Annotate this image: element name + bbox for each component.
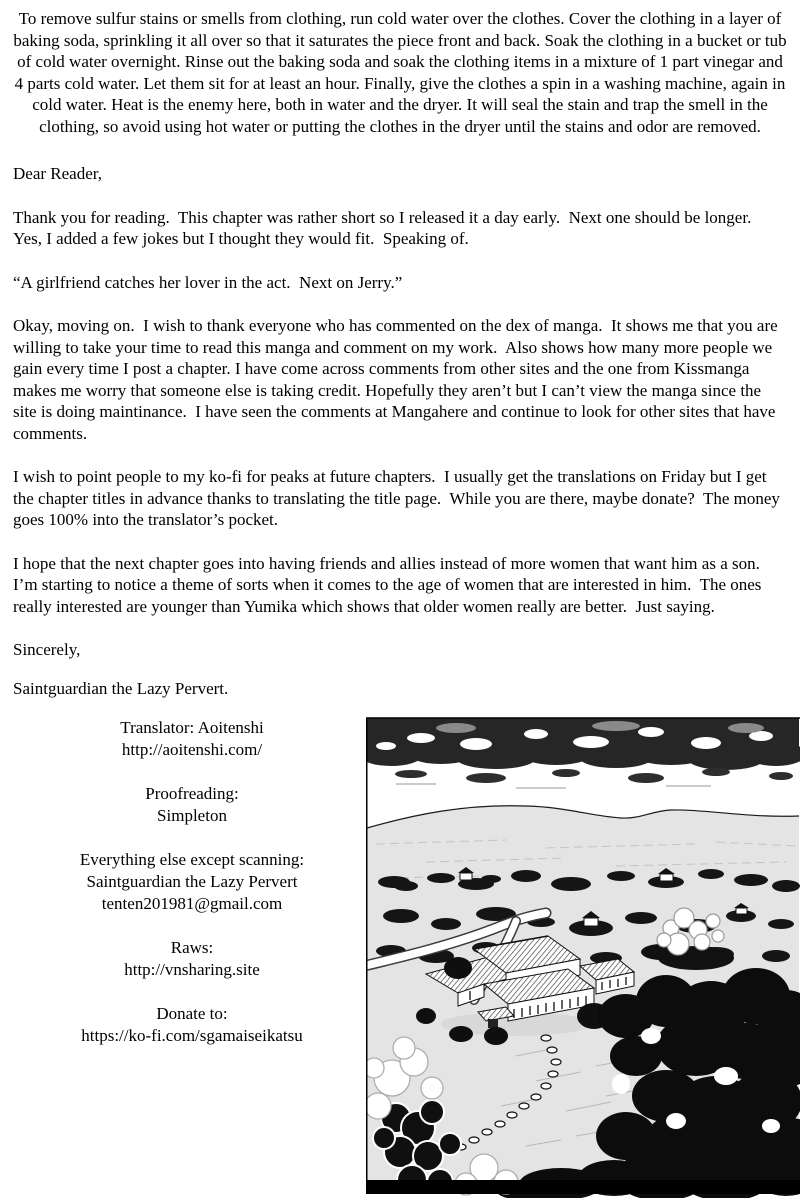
paragraph-thanks: Thank you for reading. This chapter was rather short so I released it a day early. Next one should be longer. Yes, I added a few jokes but I thought they would fit. Speaking of.: [13, 207, 760, 248]
credit-everything-else-name: Saintguardian the Lazy Pervert: [86, 872, 298, 891]
credit-translator: [13, 717, 371, 761]
paragraph-comments: Okay, moving on. I wish to thank everyone who has commented on the dex of manga. It shows me that you are willing to take your time to read this manga and comment on my work. Also shows how many more people we gain every time I post a chapter. I have come across comments from other sites and the one from Kissmanga makes me worry that someone else is taking credit. Hopefully they aren’t but I can’t view the manga since the site is doing maintinance. I have seen the comments at Mangahere and continue to look for other sites that have comments.: [13, 316, 782, 443]
signature: Saintguardian the Lazy Pervert.: [13, 678, 229, 698]
credit-donate-label: Donate to:: [156, 1004, 228, 1023]
intro-paragraph: To remove sulfur stains or smells from clothing, run cold water over the clothes. Cover the clothing in a layer of baking soda, sprinkling it all over so that it saturates the piece front and back. Soak the clothing in a bucket or tub of cold water overnight. Rinse out the baking soda and soak the clothing items in a mixture of 1 part vinegar and 4 parts cold water. Let them sit for at least an hour. Finally, give the clothes a spin in a washing machine, again in cold water. Heat is the enemy here, both in water and the dryer. It will seal the stain and trap the smell in the clothing, so avoid using hot water or putting the clothes in the dryer until the stains and odor are removed.: [13, 9, 791, 136]
credit-proofreading: [13, 783, 371, 827]
paragraph-kofi: I wish to point people to my ko-fi for peaks at future chapters. I usually get the translations on Friday but I get the chapter titles in advance thanks to translating the title page. While you are there, maybe donate? The money goes 100% into the translator’s pocket.: [13, 467, 785, 529]
closing: Sincerely,: [13, 640, 81, 659]
manga-illustration: [366, 716, 800, 1198]
credit-raws-url: http://vnsharing.site: [124, 960, 260, 979]
salutation: Dear Reader,: [13, 164, 102, 183]
credit-donate: [13, 1003, 371, 1047]
credit-translator-url: http://aoitenshi.com/: [121, 740, 263, 759]
credit-everything-else-email: tenten201981@gmail.com: [101, 894, 283, 913]
quote-line: “A girlfriend catches her lover in the act. Next on Jerry.”: [13, 272, 403, 292]
paragraph-hope: I hope that the next chapter goes into having friends and allies instead of more women that want him as a son. I’m starting to notice a theme of sorts when it comes to the age of women that are interested in him. The ones really interested are younger than Yumika which shows that older women really are better. Just saying.: [13, 553, 769, 616]
credit-raws-label: Raws:: [170, 938, 214, 957]
credit-proofreading-label: Proofreading:: [145, 784, 239, 803]
credit-raws: [13, 937, 371, 981]
credits-block: [13, 717, 371, 1047]
credit-proofreading-name: Simpleton: [157, 806, 227, 825]
credit-everything-else-label: Everything else except scanning:: [79, 850, 305, 869]
credit-donate-url: https://ko-fi.com/sgamaiseikatsu: [81, 1026, 303, 1045]
credit-everything-else: [13, 849, 371, 915]
credit-translator-label: Translator: Aoitenshi: [120, 718, 264, 737]
